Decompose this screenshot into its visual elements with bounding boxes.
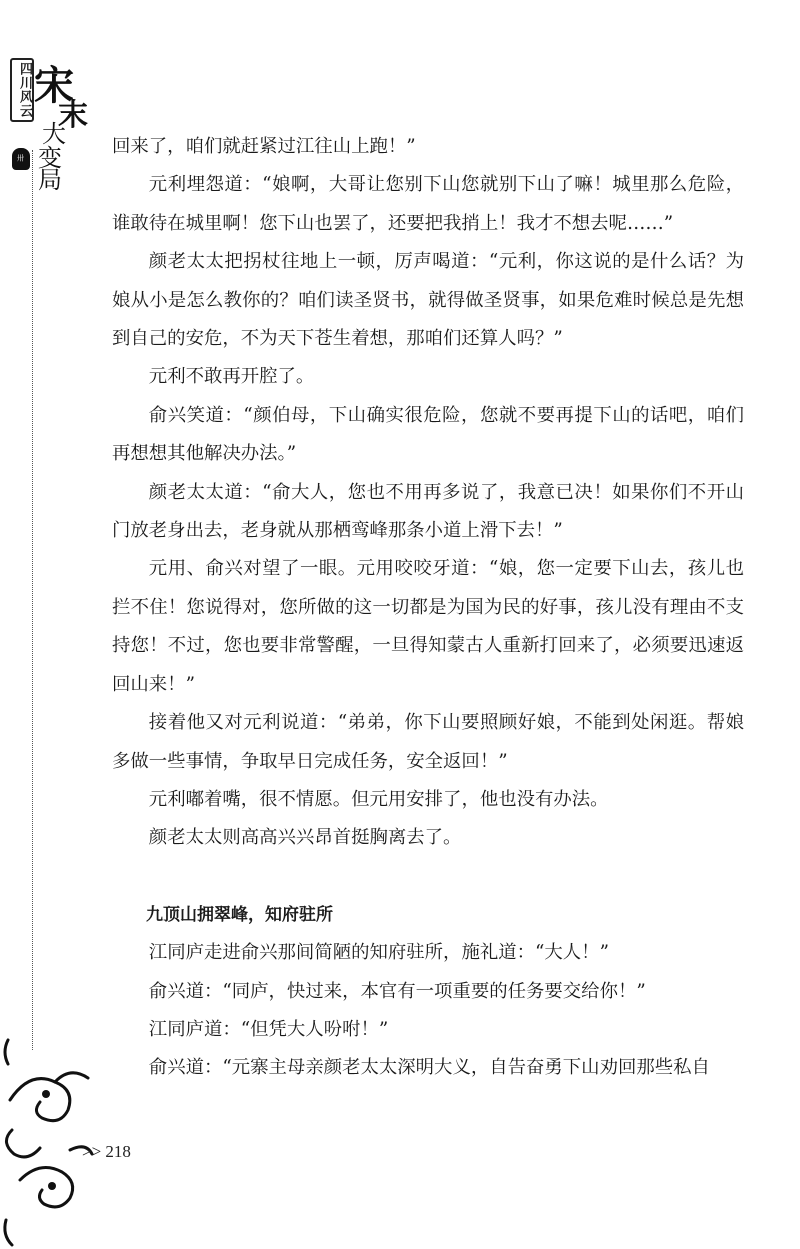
paragraph: 元用、俞兴对望了一眼。元用咬咬牙道：“娘，您一定要下山去，孩儿也拦不住！您说得对，您所做的这一切都是为国为民的好事，孩儿没有理由不支持您！不过，您也要非常警醒，一旦得知蒙古人重新打回来了，必须要迅速返回山来！” [112, 558, 744, 695]
seal-text: 卅 [17, 155, 25, 163]
paragraph: 江同庐道：“但凭大人吩咐！” [148, 1018, 389, 1040]
book-title [34, 54, 94, 194]
book-title-char: 大 [42, 120, 66, 148]
paragraph: 元利埋怨道：“娘啊，大哥让您别下山您就别下山了嘛！城里那么危险，谁敢待在城里啊！您下山也罢了，还要把我捎上！我才不想去呢……” [112, 174, 744, 234]
page-text [112, 128, 744, 1088]
paragraph: 回来了，咱们就赶紧过江往山上跑！” [112, 136, 416, 157]
cloud-ornament-icon [0, 1030, 100, 1249]
book-title-char: 变 [38, 144, 62, 172]
paragraph: 颜老太太则高高兴兴昂首挺胸离去了。 [148, 827, 462, 849]
paragraph: 俞兴笑道：“颜伯母，下山确实很危险，您就不要再提下山的话吧，咱们再想想其他解决办法。” [112, 404, 744, 465]
paragraph: 颜老太太把拐杖往地上一顿，厉声喝道：“元利，你这说的是什么话？为娘从小是怎么教你的？咱们读圣贤书，就得做圣贤事，如果危难时候总是先想到自己的安危，不为天下苍生着想，那咱们还算人吗？” [112, 251, 744, 350]
paragraph: 元利不敢再开腔了。 [148, 366, 315, 388]
series-title: 四川风云 [10, 58, 34, 122]
seal-stamp [12, 148, 30, 170]
book-title-char: 宋 [34, 62, 74, 109]
paragraph: 俞兴道：“同庐，快过来，本官有一项重要的任务要交给你！” [148, 980, 646, 1002]
paragraph: 俞兴道：“元寨主母亲颜老太太深明大义，自告奋勇下山劝回那些私自 [148, 1057, 710, 1079]
side-dotted-rule [32, 150, 33, 1050]
paragraph: 江同庐走进俞兴那间简陋的知府驻所，施礼道：“大人！” [148, 942, 609, 964]
book-title-char: 末 [58, 98, 88, 133]
paragraph: 颜老太太道：“俞大人，您也不用再多说了，我意已决！如果你们不开山门放老身出去，老身就从那栖鸾峰那条小道上滑下去！” [112, 481, 744, 542]
section-heading: 九顶山拥翠峰，知府驻所 [146, 904, 333, 925]
paragraph: 接着他又对元利说道：“弟弟，你下山要照顾好娘，不能到处闲逛。帮娘多做一些事情，争取早日完成任务，安全返回！” [112, 712, 744, 772]
book-title-char: 局 [38, 166, 62, 194]
paragraph: 元利嘟着嘴，很不情愿。但元用安排了，他也没有办法。 [148, 788, 609, 810]
page-number: >> 218 [82, 1142, 131, 1161]
